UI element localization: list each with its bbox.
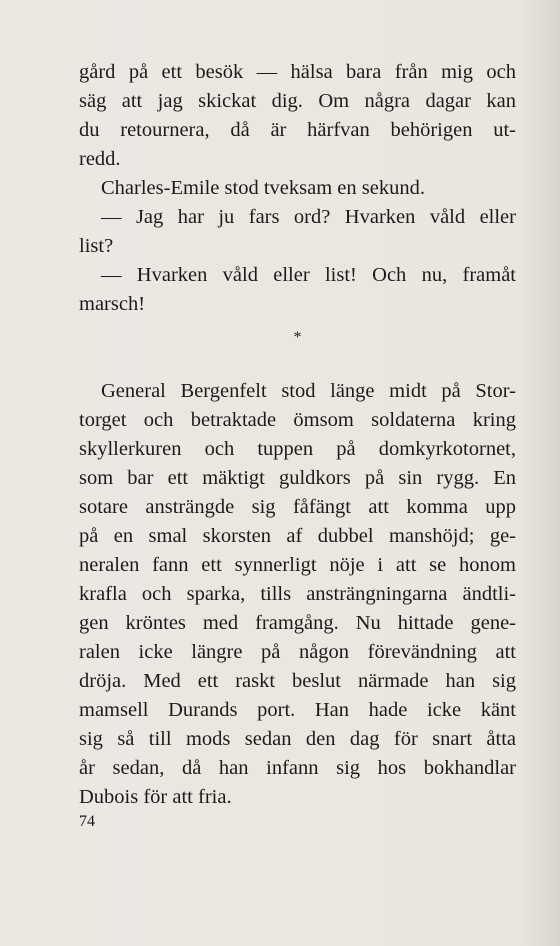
text-line: år sedan, då han infann sig hos bokhandlar: [79, 757, 516, 779]
page-number: 74: [79, 813, 95, 830]
text-line: mamsell Durands port. Han hade icke känt: [79, 699, 516, 721]
text-line: — Hvarken våld eller list! Och nu, framåt: [101, 264, 516, 286]
text-line: Dubois för att fria.: [79, 786, 232, 808]
text-line: Charles-Emile stod tveksam en sekund.: [101, 177, 425, 199]
text-line: marsch!: [79, 293, 146, 315]
text-line: dröja. Med ett raskt beslut närmade han sig: [79, 670, 516, 692]
text-line: neralen fann ett synnerligt nöje i att se honom: [79, 554, 516, 576]
text-line: redd.: [79, 148, 121, 170]
text-line: som bar ett mäktigt guldkors på sin rygg. En: [79, 467, 516, 489]
text-line: skyllerkuren och tuppen på domkyrkotornet,: [79, 438, 516, 460]
text-line: på en smal skorsten af dubbel manshöjd; ge-: [79, 525, 516, 547]
text-line: säg att jag skickat dig. Om några dagar kan: [79, 90, 516, 112]
text-line: du retournera, då är härfvan behörigen ut-: [79, 119, 516, 141]
text-line: sig så till mods sedan den dag för snart åtta: [79, 728, 516, 750]
text-line: General Bergenfelt stod länge midt på Stor-: [101, 380, 516, 402]
text-line: krafla och sparka, tills ansträngningarna ändtli-: [79, 583, 516, 605]
text-line: torget och betraktade ömsom soldaterna kring: [79, 409, 516, 431]
text-line: list?: [79, 235, 114, 257]
body-text: [79, 58, 516, 812]
text-line: gård på ett besök — hälsa bara från mig och: [79, 61, 516, 83]
text-line: sotare ansträngde sig fåfängt att komma upp: [79, 496, 516, 518]
section-break-asterisk: *: [293, 329, 302, 346]
text-line: ralen icke längre på någon förevändning att: [79, 641, 516, 663]
text-line: — Jag har ju fars ord? Hvarken våld eller: [101, 206, 516, 228]
text-line: gen kröntes med framgång. Nu hittade gene-: [79, 612, 516, 634]
